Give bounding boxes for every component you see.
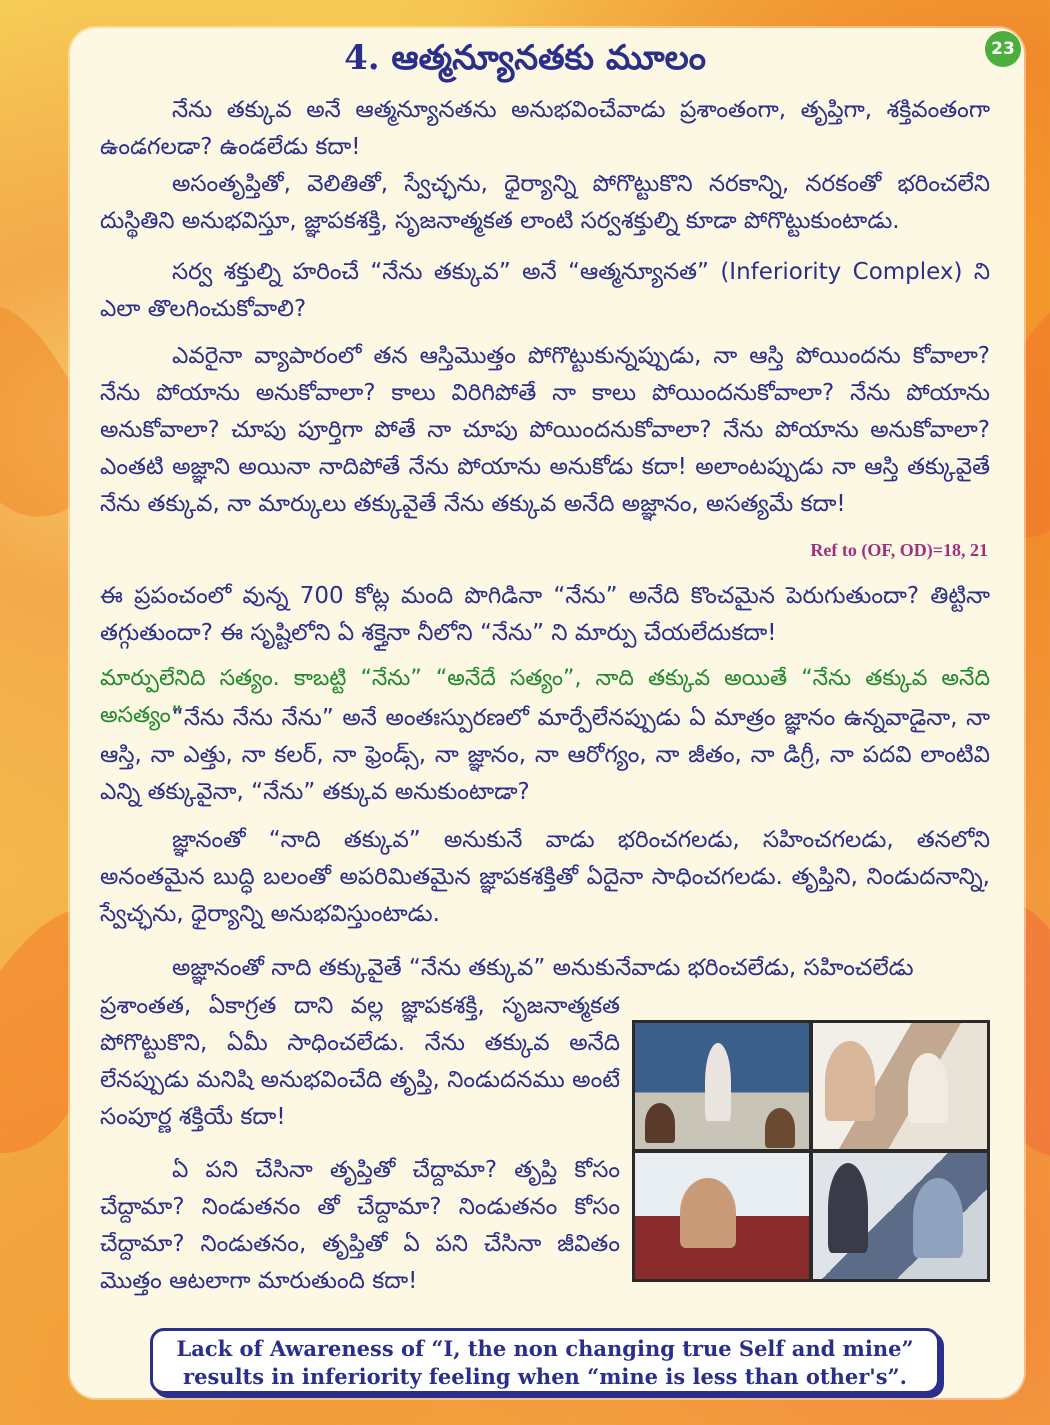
paragraph: అజ్ఞానంతో నాది తక్కువైతే “నేను తక్కువ” అనుకునేవాడు భరించలేడు, సహించలేడు xyxy=(172,955,914,981)
reference-note: Ref to (OF, OD)=18, 21 xyxy=(810,540,988,560)
paragraph: ఎవరైనా వ్యాపారంలో తన ఆస్తిమొత్తం పోగొట్టుకున్నప్పుడు, నా ఆస్తి పోయిందను కోవాలా? నేను పోయాను అనుకోవాలా? కాలు విరిగిపోతే నా కాలు పోయిందనుకోవాలా? నేను పోయాను అనుకోవాలా? చూపు పూర్తిగా పోతే నా చూపు పోయిందనుకోవాలా? నేను పోయాను అనుకోవాలా? ఎంతటి అజ్ఞాని అయినా నాదిపోతే నేను పోయాను అనుకోడు కదా! అలాంటప్పుడు నా ఆస్తి తక్కువైతే నేను తక్కువ, నా మార్కులు తక్కువైతే నేను తక్కువ అనేది అజ్ఞానం, అసత్యమే కదా! xyxy=(100,343,990,517)
counseling-session-photo xyxy=(813,1153,987,1279)
classroom-photo xyxy=(635,1023,809,1149)
paragraph: సర్వ శక్తుల్ని హరించే “నేను తక్కువ” అనే “ఆత్మన్యూనత” (Inferiority Complex) ని ఎలా తొలగించుకోవాలి? xyxy=(100,259,990,322)
photo-collage xyxy=(632,1020,990,1282)
highlight-statement: మార్పులేనిది సత్యం. కాబట్టి “నేను” “అనేదే సత్యం”, నాది తక్కువ అయితే “నేను తక్కువ అనేది అసత్యం” xyxy=(100,666,990,728)
paragraph: నేను తక్కువ అనే ఆత్మన్యూనతను అనుభవించేవాడు ప్రశాంతంగా, తృప్తిగా, శక్తివంతంగా ఉండగలడా? ఉండలేడు కదా! xyxy=(100,97,990,160)
quote-line: Lack of Awareness of “I, the non changing true Self and mine” xyxy=(176,1336,914,1361)
paragraph: ప్రశాంతత, ఏకాగ్రత దాని వల్ల జ్ఞాపకశక్తి, సృజనాత్మకత పోగొట్టుకొని, ఏమీ సాధించలేడు. నేను తక్కువ అనేది లేనప్పుడు మనిషి అనుభవించేది తృప్తి, నిండుదనము అంటే సంపూర్ణ శక్తియే కదా! xyxy=(100,993,620,1130)
paragraph: ఈ ప్రపంచంలో వున్న 700 కోట్ల మంది పొగిడినా “నేను” అనేది కొంచమైన పెరుగుతుందా? తిట్టినా తగ్గుతుందా? ఈ సృష్టిలోని ఏ శక్తైనా నీలోని “నేను” ని మార్పు చేయలేదుకదా! xyxy=(100,583,990,646)
paragraph: అసంతృప్తితో, వెలితితో, స్వేచ్ఛను, ధైర్యాన్ని పోగొట్టుకొని నరకాన్ని, నరకంతో భరించలేని దుస్థితిని అనుభవిస్తూ, జ్ఞాపకశక్తి, సృజనాత్మకత లాంటి సర్వశక్తుల్ని కూడా పోగొట్టుకుంటాడు. xyxy=(100,171,990,234)
page-title: 4. ఆత్మన్యూనతకు మూలం xyxy=(344,38,706,78)
mother-and-child-photo xyxy=(813,1023,987,1149)
summary-quote-box xyxy=(150,1328,940,1394)
page-number: 23 xyxy=(985,31,1021,67)
quote-line: results in inferiority feeling when “mine is less than other's”. xyxy=(183,1364,907,1389)
worried-student-photo xyxy=(635,1153,809,1279)
paragraph: ఏ పని చేసినా తృప్తితో చేద్దామా? తృప్తి కోసం చేద్దామా? నిండుతనం తో చేద్దామా? నిండుతనం కోసం చేద్దామా? నిండుతనం, తృప్తితో ఏ పని చేసినా జీవితం మొత్తం ఆటలాగా మారుతుంది కదా! xyxy=(100,1157,620,1294)
paragraph: జ్ఞానంతో “నాది తక్కువ” అనుకునే వాడు భరించగలడు, సహించగలడు, తనలోని అనంతమైన బుద్ధి బలంతో అపరిమితమైన జ్ఞాపకశక్తితో ఏదైనా సాధించగలడు. తృప్తిని, నిండుదనాన్ని, స్వేచ్ఛను, ధైర్యాన్ని అనుభవిస్తుంటాడు. xyxy=(100,827,990,927)
paragraph: “నేను నేను నేను” అనే అంతఃస్పురణలో మార్పేలేనప్పుడు ఏ మాత్రం జ్ఞానం ఉన్నవాడైనా, నా ఆస్తి, నా ఎత్తు, నా కలర్, నా ఫ్రెండ్స్, నా జ్ఞానం, నా ఆరోగ్యం, నా జీతం, నా డిగ్రీ, నా పదవి లాంటివి ఎన్ని తక్కువైనా, “నేను” తక్కువ అనుకుంటాడా? xyxy=(100,705,990,805)
